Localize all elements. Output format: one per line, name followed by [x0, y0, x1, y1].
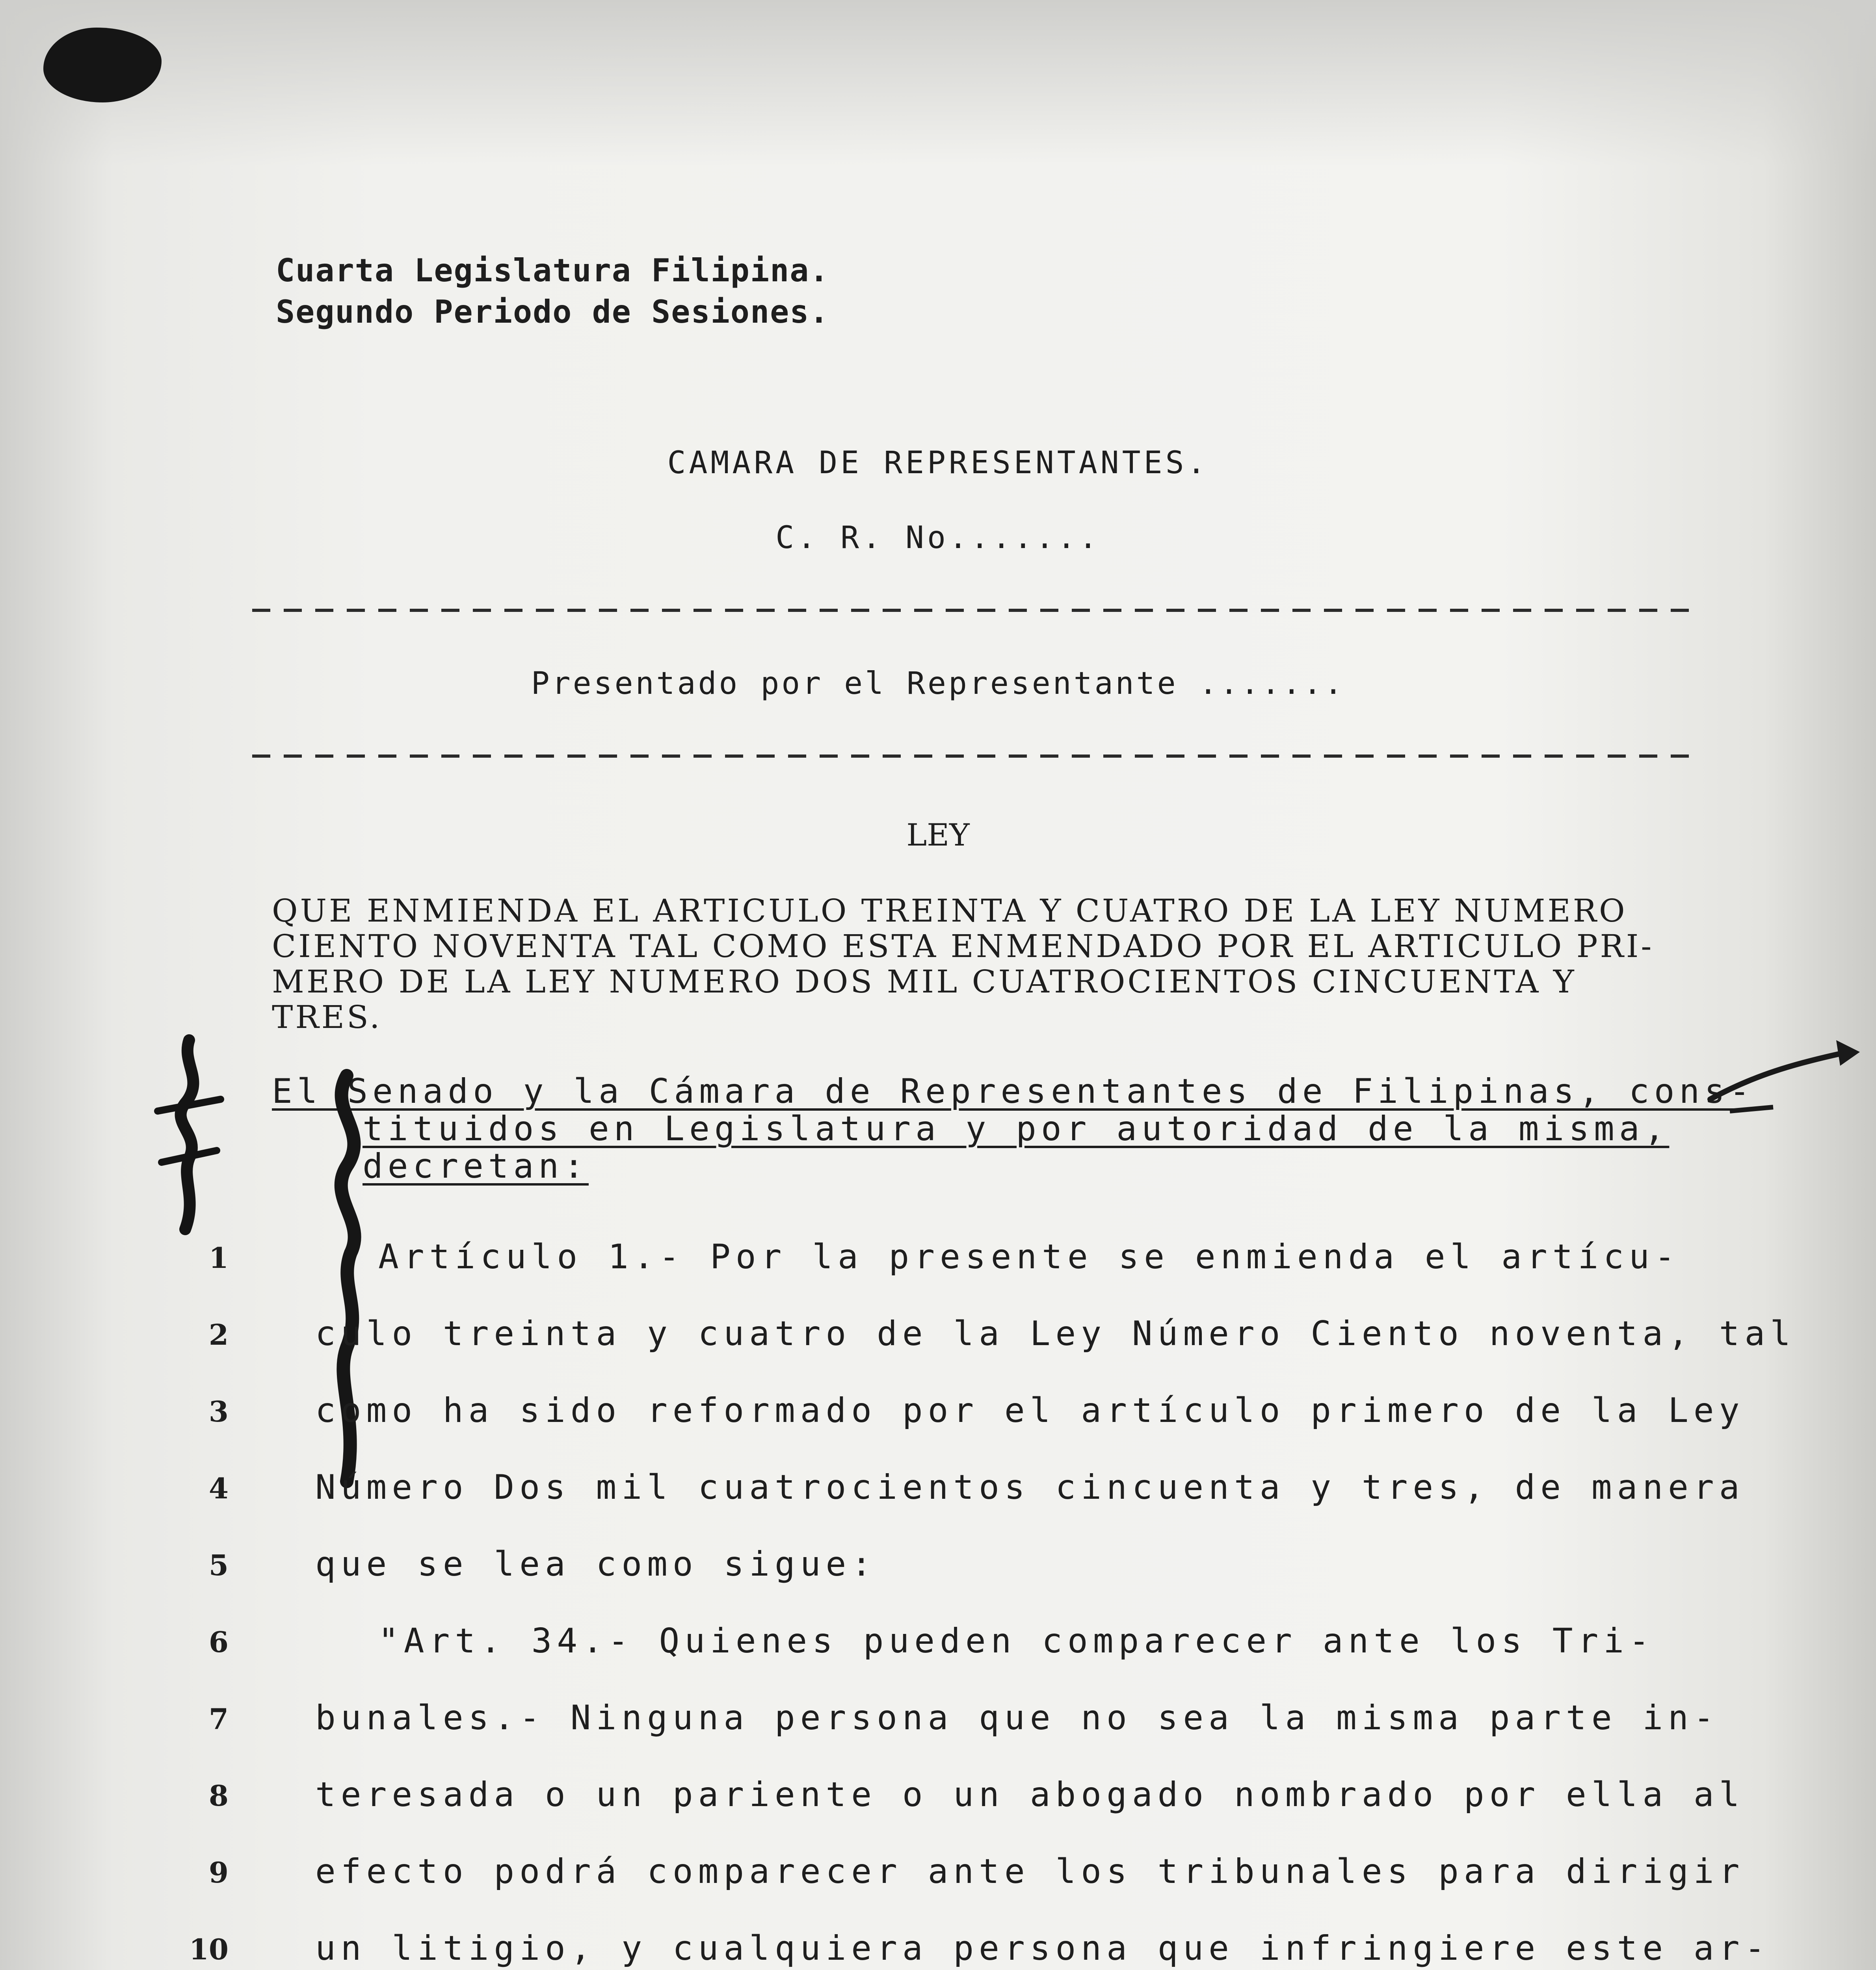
scan-shadow-top — [0, 0, 1876, 165]
line-number: 8 — [208, 1779, 229, 1812]
handwritten-mark-right — [1706, 1028, 1872, 1119]
body-line: Artículo 1.- Por la presente se enmienda el artícu- — [378, 1237, 1680, 1277]
line-number: 1 — [208, 1241, 229, 1275]
chamber-heading: CAMARA DE REPRESENTANTES. — [667, 445, 1209, 481]
line-number: 2 — [208, 1318, 229, 1351]
enacting-clause-line: decretan: — [363, 1147, 589, 1186]
presented-by: Presentado por el Representante ....... — [531, 666, 1345, 701]
body-line: efecto podrá comparecer ante los tribunales para dirigir — [315, 1852, 1745, 1891]
line-number: 7 — [208, 1702, 229, 1736]
line-number: 4 — [208, 1472, 229, 1505]
line-number: 10 — [189, 1933, 229, 1966]
title-line: TRES. — [272, 999, 382, 1035]
body-line: como ha sido reformado por el artículo primero de la Ley — [315, 1391, 1745, 1430]
title-line: CIENTO NOVENTA TAL COMO ESTA ENMENDADO POR EL ARTICULO PRI- — [272, 928, 1654, 965]
body-line: un litigio, y cualquiera persona que infringiere este ar- — [315, 1929, 1770, 1968]
handwritten-mark-margin — [142, 1032, 244, 1237]
enacting-clause-line: El Senado y la Cámara de Representantes de Filipinas, cons- — [272, 1072, 1755, 1111]
divider — [252, 755, 1702, 758]
line-number: 5 — [208, 1548, 229, 1582]
body-line: teresada o un pariente o un abogado nombrado por ella al — [315, 1775, 1745, 1814]
line-number: 3 — [208, 1395, 229, 1428]
body-line: Número Dos mil cuatrocientos cincuenta y tres, de manera — [315, 1468, 1745, 1507]
body-line: culo treinta y cuatro de la Ley Número Ciento noventa, tal — [315, 1314, 1796, 1353]
title-line: QUE ENMIENDA EL ARTICULO TREINTA Y CUATRO DE LA LEY NUMERO — [272, 892, 1627, 929]
legislature-heading: Cuarta Legislatura Filipina. — [276, 252, 829, 289]
bill-number: C. R. No....... — [775, 520, 1101, 556]
line-number: 9 — [208, 1856, 229, 1889]
line-number: 6 — [208, 1625, 229, 1659]
handwritten-mark-initials — [311, 1064, 382, 1497]
title-line: MERO DE LA LEY NUMERO DOS MIL CUATROCIENTOS CINCUENTA Y — [272, 963, 1577, 1000]
body-line: "Art. 34.- Quienes pueden comparecer ante los Tri- — [378, 1621, 1655, 1661]
divider — [252, 609, 1702, 612]
law-label: LEY — [906, 818, 970, 853]
body-line: bunales.- Ninguna persona que no sea la misma parte in- — [315, 1698, 1719, 1738]
enacting-clause-line: tituidos en Legislatura y por autoridad de la misma, — [363, 1109, 1670, 1149]
session-heading: Segundo Periodo de Sesiones. — [276, 294, 829, 330]
body-line: que se lea como sigue: — [315, 1544, 877, 1584]
